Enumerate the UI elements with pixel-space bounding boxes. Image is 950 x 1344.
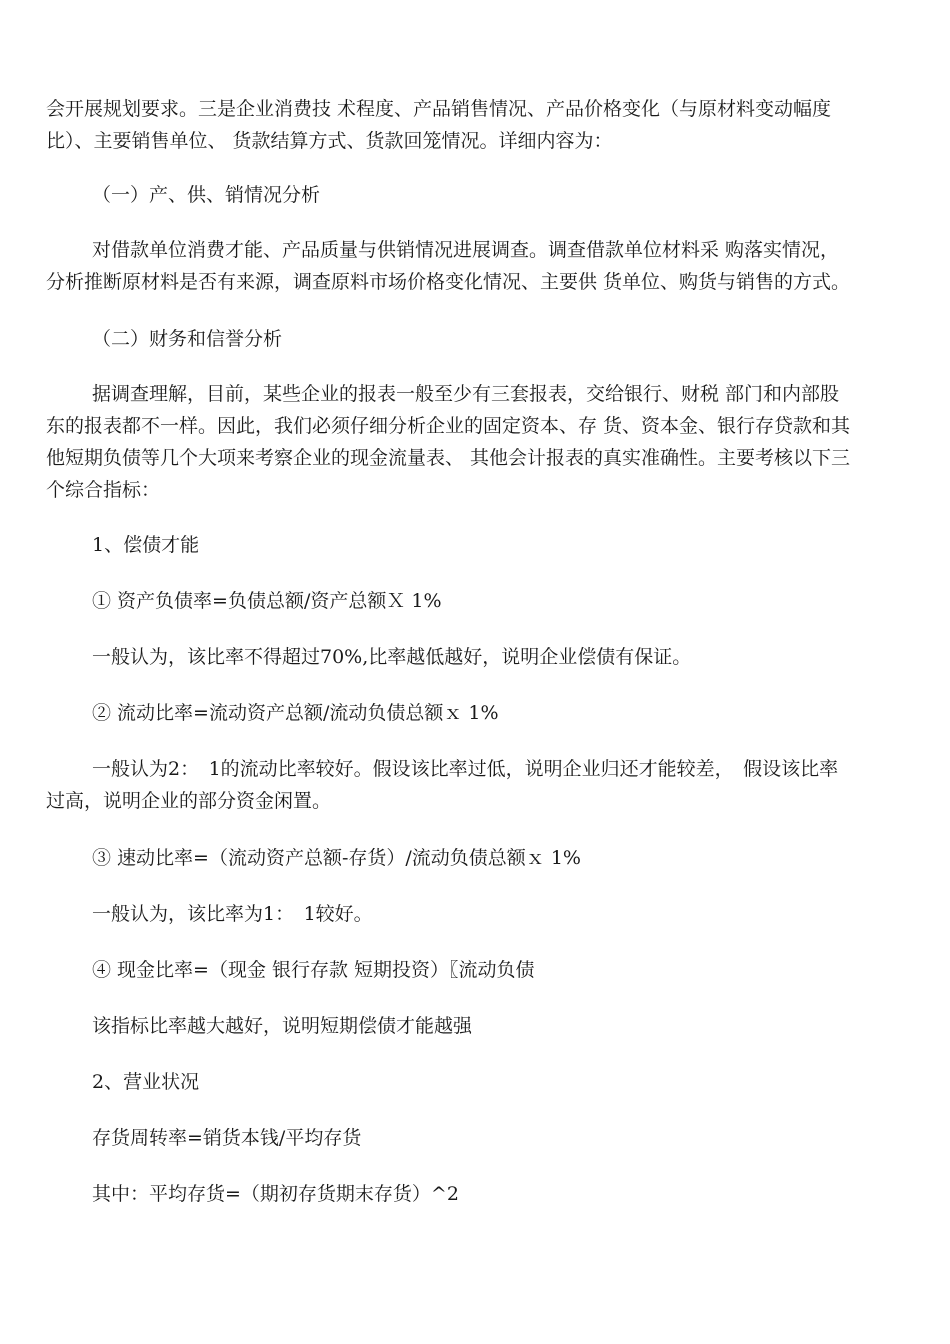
text-line: 他短期负债等几个大项来考察企业的现金流量表、 其他会计报表的真实准确性。主要考核以下三 (46, 447, 851, 469)
section-heading-finance-credit: （二）财务和信誉分析 (92, 328, 283, 350)
text-line: 东的报表都不一样。因此，我们必须仔细分析企业的固定资本、存 货、资本金、银行存贷款和其 (46, 415, 851, 437)
formula-inventory-turnover: 存货周转率=销货本钱/平均存货 (92, 1127, 362, 1149)
formula-cash-ratio: ④ 现金比率=（现金 银行存款 短期投资）〖流动负债 (92, 959, 535, 981)
formula-debt-ratio: ① 资产负债率=负债总额/资产总额Ｘ 1% (92, 590, 442, 612)
formula-average-inventory: 其中：平均存货=（期初存货期末存货）^2 (92, 1183, 459, 1205)
text-line: 会开展规划要求。三是企业消费技 术程度、产品销售情况、产品价格变化（与原材料变动幅度 (46, 98, 832, 120)
formula-quick-ratio: ③ 速动比率=（流动资产总额-存货）/流动负债总额ｘ 1% (92, 847, 581, 869)
subheading-operating-status: 2、营业状况 (92, 1071, 200, 1093)
text-line: 过高，说明企业的部分资金闲置。 (46, 790, 332, 812)
text-line: 据调查理解，目前，某些企业的报表一般至少有三套报表，交给银行、财税 部门和内部股 (92, 383, 840, 405)
text-line: 个综合指标： (46, 479, 161, 501)
text-line: 分析推断原材料是否有来源，调查原料市场价格变化情况、主要供 货单位、购货与销售的方式。 (46, 271, 851, 293)
text-line: 一般认为2： 1的流动比率较好。假设该比率过低，说明企业归还才能较差， 假设该比率 (92, 758, 839, 780)
text-line: 对借款单位消费才能、产品质量与供销情况进展调查。调查借款单位材料采 购落实情况， (92, 239, 840, 261)
paragraph-supply-sales (46, 234, 916, 298)
text-quick-ratio-note: 一般认为，该比率为1： 1较好。 (92, 903, 373, 925)
subheading-solvency: 1、偿债才能 (92, 534, 200, 556)
text-current-ratio-note (46, 753, 916, 817)
text-cash-ratio-note: 该指标比率越大越好，说明短期偿债才能越强 (92, 1015, 473, 1037)
text-debt-ratio-note: 一般认为，该比率不得超过70%,比率越低越好，说明企业偿债有保证。 (92, 646, 692, 668)
paragraph-intro-continued (46, 93, 916, 157)
formula-current-ratio: ② 流动比率=流动资产总额/流动负债总额ｘ 1% (92, 702, 499, 724)
paragraph-finance-credit (46, 378, 916, 506)
section-heading-supply-sales: （一）产、供、销情况分析 (92, 184, 321, 206)
text-line: 比）、主要销售单位、 货款结算方式、货款回笼情况。详细内容为： (46, 130, 613, 152)
